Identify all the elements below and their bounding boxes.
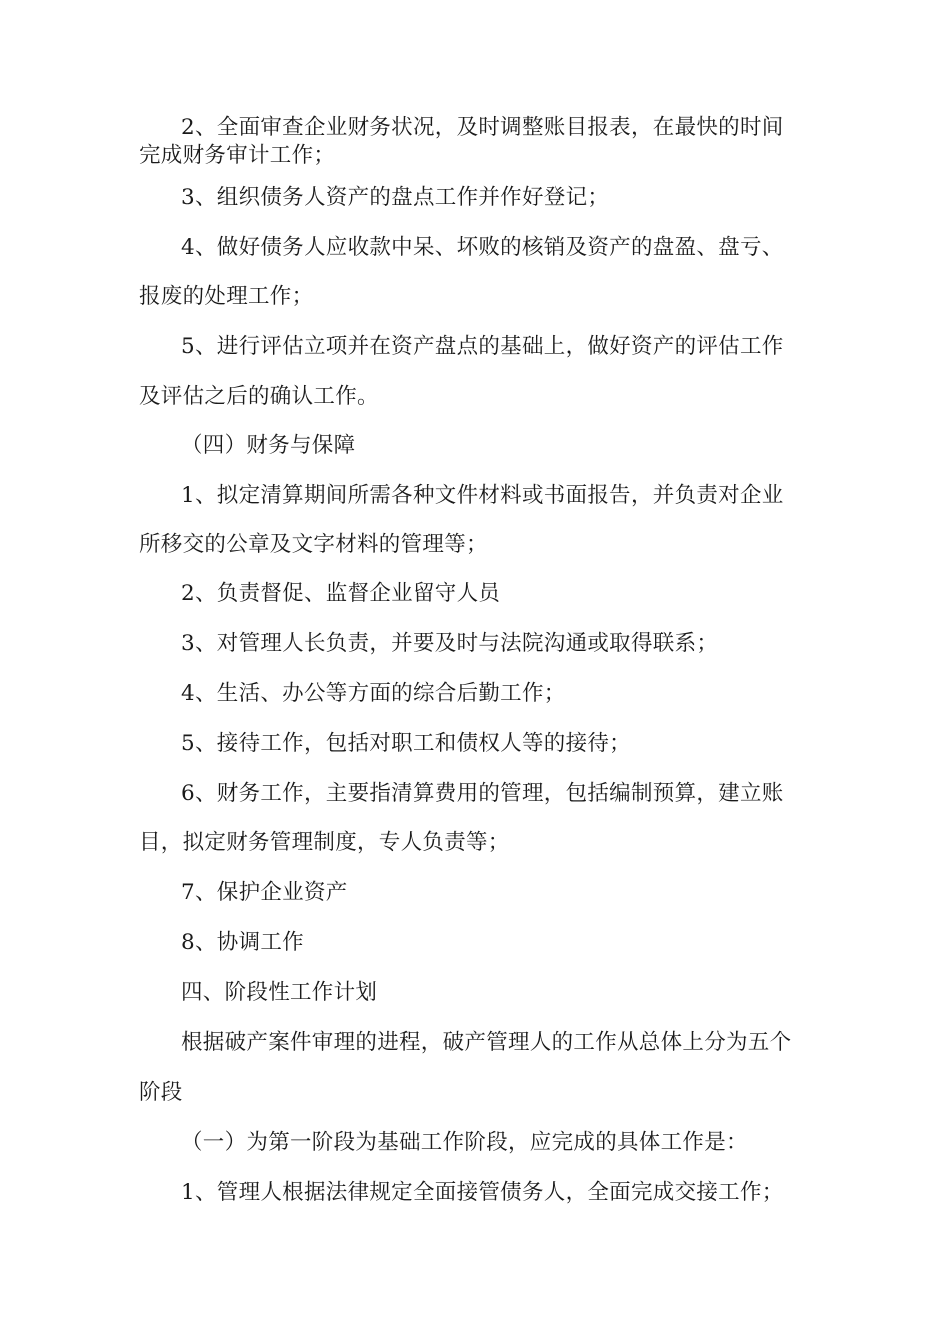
paragraph-line: 完成财务审计工作； xyxy=(139,143,336,168)
paragraph-line: 目，拟定财务管理制度，专人负责等； xyxy=(139,830,510,855)
paragraph-line: 8、协调工作 xyxy=(181,930,304,955)
section-heading: （一）为第一阶段为基础工作阶段，应完成的具体工作是： xyxy=(181,1130,748,1155)
paragraph-line: 2、负责督促、监督企业留守人员 xyxy=(181,581,501,606)
paragraph-line: 7、保护企业资产 xyxy=(181,880,348,905)
paragraph-line: 阶段 xyxy=(139,1080,183,1105)
paragraph-line: 3、组织债务人资产的盘点工作并作好登记； xyxy=(181,185,610,210)
paragraph-line: 报废的处理工作； xyxy=(139,284,314,309)
paragraph-line: 5、接待工作，包括对职工和债权人等的接待； xyxy=(181,731,631,756)
paragraph-line: 根据破产案件审理的进程，破产管理人的工作从总体上分为五个 xyxy=(181,1030,792,1055)
section-heading: 四、阶段性工作计划 xyxy=(181,980,378,1005)
paragraph-line: 1、拟定清算期间所需各种文件材料或书面报告，并负责对企业 xyxy=(181,483,784,508)
paragraph-line: 4、做好债务人应收款中呆、坏败的核销及资产的盘盈、盘亏、 xyxy=(181,235,784,260)
paragraph-line: 2、全面审查企业财务状况，及时调整账目报表，在最快的时间 xyxy=(181,115,784,140)
paragraph-line: 1、管理人根据法律规定全面接管债务人，全面完成交接工作； xyxy=(181,1180,784,1205)
paragraph-line: 4、生活、办公等方面的综合后勤工作； xyxy=(181,681,566,706)
paragraph-line: 3、对管理人长负责，并要及时与法院沟通或取得联系； xyxy=(181,631,719,656)
paragraph-line: 及评估之后的确认工作。 xyxy=(139,384,379,409)
paragraph-line: 6、财务工作，主要指清算费用的管理，包括编制预算，建立账 xyxy=(181,781,784,806)
paragraph-line: 5、进行评估立项并在资产盘点的基础上，做好资产的评估工作 xyxy=(181,334,784,359)
paragraph-line: 所移交的公章及文字材料的管理等； xyxy=(139,532,488,557)
section-heading: （四）财务与保障 xyxy=(181,433,356,458)
